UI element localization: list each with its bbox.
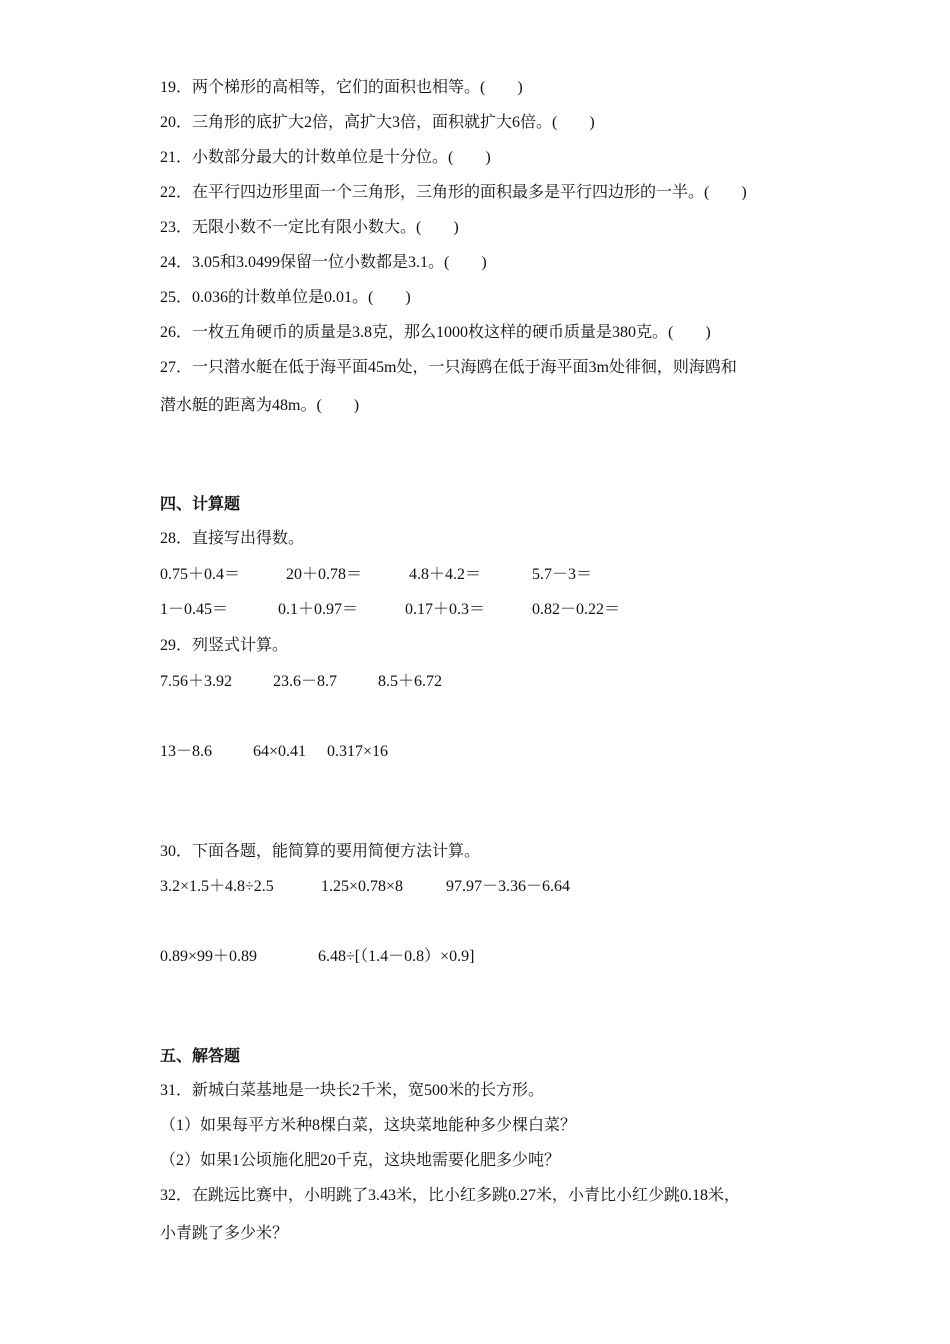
question-28-prompt: 28．直接写出得数。 — [160, 530, 305, 547]
expression: 0.317×16 — [327, 743, 389, 760]
expression: 0.1＋0.97＝ — [278, 601, 359, 618]
question-30-prompt: 30．下面各题，能简算的要用简便方法计算。 — [160, 843, 481, 860]
question-29-prompt: 29．列竖式计算。 — [160, 637, 289, 654]
question-20: 20．三角形的底扩大2倍，高扩大3倍，面积就扩大6倍。( ) — [160, 114, 595, 131]
question-27-line1: 27．一只潜水艇在低于海平面45m处，一只海鸥在低于海平面3m处徘徊，则海鸥和 — [160, 359, 737, 376]
expression: 1.25×0.78×8 — [321, 878, 404, 895]
expression: 6.48÷[（1.4－0.8）×0.9] — [318, 948, 475, 965]
question-25: 25．0.036的计数单位是0.01。( ) — [160, 289, 411, 306]
expression: 0.89×99＋0.89 — [160, 948, 258, 965]
expression: 0.17＋0.3＝ — [405, 601, 486, 618]
expression: 20＋0.78＝ — [286, 566, 363, 583]
question-26: 26．一枚五角硬币的质量是3.8克，那么1000枚这样的硬币质量是380克。( ) — [160, 324, 711, 341]
expression: 4.8＋4.2＝ — [409, 566, 482, 583]
question-22: 22．在平行四边形里面一个三角形，三角形的面积最多是平行四边形的一半。( ) — [160, 184, 747, 201]
expression: 0.75＋0.4＝ — [160, 566, 241, 583]
question-23: 23．无限小数不一定比有限小数大。( ) — [160, 219, 459, 236]
expression: 97.97－3.36－6.64 — [446, 878, 571, 895]
question-31-prompt: 31．新城白菜基地是一块长2千米，宽500米的长方形。 — [160, 1082, 545, 1099]
expression: 0.82－0.22＝ — [532, 601, 621, 618]
question-24: 24．3.05和3.0499保留一位小数都是3.1。( ) — [160, 254, 487, 271]
expression: 8.5＋6.72 — [378, 673, 443, 690]
expression: 1－0.45＝ — [160, 601, 229, 618]
question-32-line2: 小青跳了多少米？ — [160, 1225, 289, 1242]
section-title-calculation: 四、计算题 — [160, 496, 241, 513]
expression: 5.7－3＝ — [532, 566, 593, 583]
question-27-line2: 潜水艇的距离为48m。( ) — [160, 397, 360, 414]
question-31-sub1: （1）如果每平方米种8棵白菜，这块菜地能种多少棵白菜？ — [160, 1117, 577, 1134]
expression: 3.2×1.5＋4.8÷2.5 — [160, 878, 274, 895]
expression: 7.56＋3.92 — [160, 673, 233, 690]
question-32-line1: 32．在跳远比赛中，小明跳了3.43米，比小红多跳0.27米，小青比小红少跳0.18米， — [160, 1187, 741, 1204]
section-title-word-problems: 五、解答题 — [160, 1048, 241, 1065]
question-31-sub2: （2）如果1公顷施化肥20千克，这块地需要化肥多少吨？ — [160, 1152, 561, 1169]
expression: 23.6－8.7 — [273, 673, 338, 690]
expression: 13－8.6 — [160, 743, 213, 760]
question-21: 21．小数部分最大的计数单位是十分位。( ) — [160, 149, 491, 166]
expression: 64×0.41 — [253, 743, 307, 760]
question-19: 19．两个梯形的高相等，它们的面积也相等。( ) — [160, 79, 523, 96]
